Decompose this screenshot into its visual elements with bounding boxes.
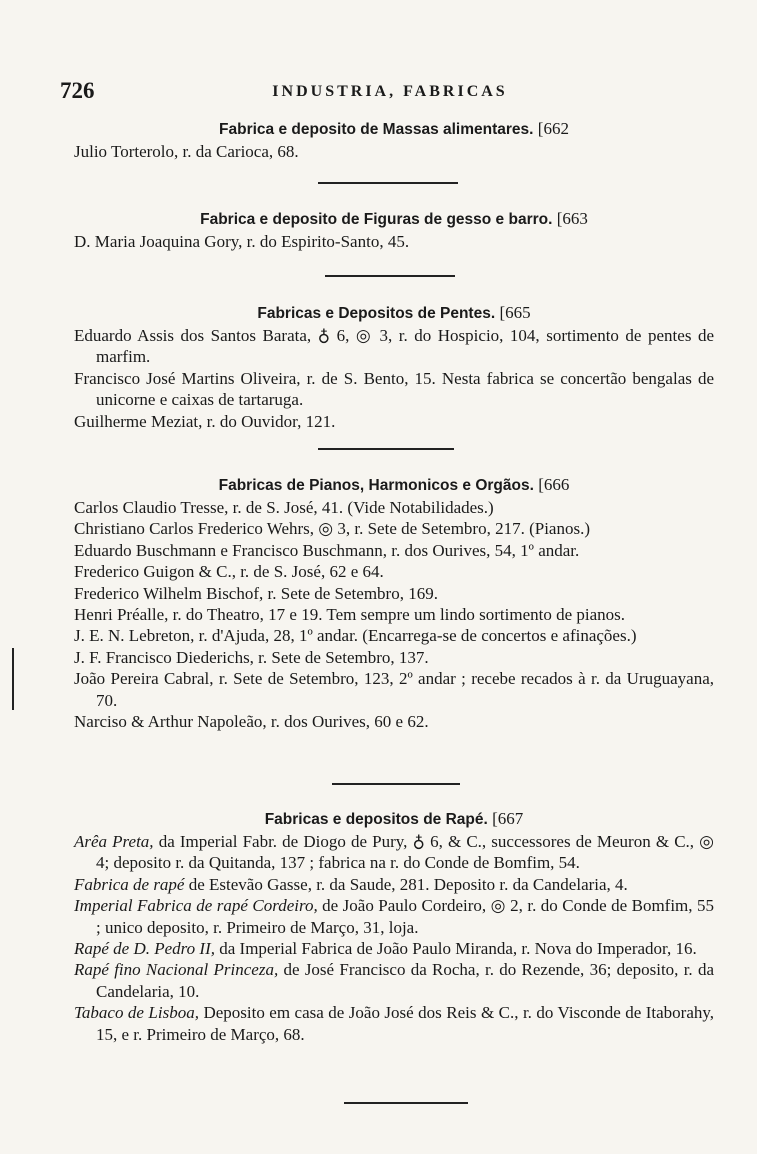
entry bbox=[74, 831, 714, 874]
entry: Henri Préalle, r. do Theatro, 17 e 19. Tem sempre um lindo sortimento de pianos. bbox=[74, 605, 626, 625]
entry bbox=[74, 874, 714, 895]
section-divider bbox=[325, 275, 455, 277]
section-number: [665 bbox=[499, 303, 531, 322]
section-number: [666 bbox=[538, 475, 570, 494]
section-figuras-gesso bbox=[74, 208, 714, 252]
entry bbox=[74, 959, 714, 1002]
entry: Francisco José Martins Oliveira, r. de S. Bento, 15. Nesta fabrica se concertão bengalas de unicorne e caixas de tartaruga. bbox=[74, 368, 714, 410]
entry-name: Fabrica de rapé bbox=[74, 874, 185, 894]
entry: Eduardo Assis dos Santos Barata, ♁ 6, ◎ 3, r. do Hospicio, 104, sortimento de pentes de marfim. bbox=[74, 326, 714, 367]
entry-text: da Imperial Fabr. de Diogo de Pury, ♁ 6, & C., successores de Meuron & C., ◎ 4; deposito r. da Quitanda, 137 ; fabrica na r. do Conde de Bomfim, 54. bbox=[96, 832, 714, 873]
section-number: [662 bbox=[537, 119, 569, 138]
entry bbox=[74, 938, 714, 959]
section-title bbox=[74, 208, 714, 231]
section-massas-alimentares bbox=[74, 118, 714, 162]
section-divider bbox=[318, 448, 454, 450]
section-divider bbox=[344, 1102, 468, 1104]
entry-text: da Imperial Fabrica de João Paulo Miranda, r. Nova do Imperador, 16. bbox=[215, 939, 697, 959]
running-title: INDUSTRIA, FABRICAS bbox=[272, 83, 508, 100]
entry: Frederico Wilhelm Bischof, r. Sete de Setembro, 169. bbox=[74, 583, 438, 603]
entry: Frederico Guigon & C., r. de S. José, 62 e 64. bbox=[74, 562, 384, 582]
entry: Christiano Carlos Frederico Wehrs, ◎ 3, r. Sete de Setembro, 217. (Pianos.) bbox=[74, 519, 590, 539]
section-title-text: Fabricas e depositos de Rapé. bbox=[264, 811, 488, 828]
section-number: [663 bbox=[556, 209, 588, 228]
entry: João Pereira Cabral, r. Sete de Setembro, 123, 2º andar ; recebe recados à r. da Uruguayana, 70. bbox=[74, 669, 714, 710]
entry: J. E. N. Lebreton, r. d'Ajuda, 28, 1º andar. (Encarrega-se de concertos e afinações.) bbox=[74, 626, 637, 646]
entry: Carlos Claudio Tresse, r. de S. José, 41. (Vide Notabilidades.) bbox=[74, 498, 494, 517]
margin-mark bbox=[12, 648, 14, 710]
section-title bbox=[74, 474, 714, 497]
entry-text: Deposito em casa de João José dos Reis & C., r. do Visconde de Itaborahy, 15, e r. Primeiro de Março, 68. bbox=[96, 1003, 715, 1044]
entry-text: de José Francisco da Rocha, r. do Rezende, 36; deposito, r. da Candelaria, 10. bbox=[96, 960, 714, 1001]
entry: Julio Torterolo, r. da Carioca, 68. bbox=[74, 142, 299, 161]
section-title-text: Fabricas e Depositos de Pentes. bbox=[257, 305, 496, 322]
entry-name: Rapé de D. Pedro II, bbox=[74, 939, 215, 959]
section-divider bbox=[332, 783, 460, 785]
entry: Narciso & Arthur Napoleão, r. dos Ourives, 60 e 62. bbox=[74, 712, 429, 732]
entry-name: Imperial Fabrica de rapé Cordeiro, bbox=[74, 896, 318, 916]
section-divider bbox=[318, 182, 458, 184]
page-header bbox=[60, 78, 720, 108]
entry: J. F. Francisco Diederichs, r. Sete de Setembro, 137. bbox=[74, 647, 429, 667]
entry-text: de Estevão Gasse, r. da Saude, 281. Deposito r. da Candelaria, 4. bbox=[184, 874, 628, 894]
section-title-text: Fabricas de Pianos, Harmonicos e Orgãos. bbox=[218, 477, 534, 494]
entry-name: Arêa Preta, bbox=[74, 832, 154, 851]
entry-name: Rapé fino Nacional Princeza, bbox=[74, 960, 279, 980]
entry-text: de João Paulo Cordeiro, ◎ 2, r. do Conde de Bomfim, 55 ; unico deposito, r. Primeiro de Março, 31, loja. bbox=[96, 896, 714, 937]
section-pianos bbox=[74, 474, 714, 732]
section-rape bbox=[74, 808, 714, 1045]
section-title bbox=[74, 118, 714, 141]
section-title bbox=[74, 808, 714, 831]
entry: D. Maria Joaquina Gory, r. do Espirito-Santo, 45. bbox=[74, 232, 410, 251]
section-title-text: Fabrica e deposito de Figuras de gesso e barro. bbox=[200, 211, 553, 228]
section-pentes bbox=[74, 302, 714, 432]
section-title-text: Fabrica e deposito de Massas alimentares. bbox=[219, 121, 534, 138]
entry: Guilherme Meziat, r. do Ouvidor, 121. bbox=[74, 411, 336, 431]
page-number: 726 bbox=[60, 78, 95, 103]
entry: Eduardo Buschmann e Francisco Buschmann, r. dos Ourives, 54, 1º andar. bbox=[74, 540, 580, 560]
entry-name: Tabaco de Lisboa, bbox=[74, 1003, 199, 1023]
entry bbox=[74, 1002, 714, 1045]
entry bbox=[74, 895, 714, 938]
section-title bbox=[74, 302, 714, 325]
section-number: [667 bbox=[492, 809, 524, 828]
